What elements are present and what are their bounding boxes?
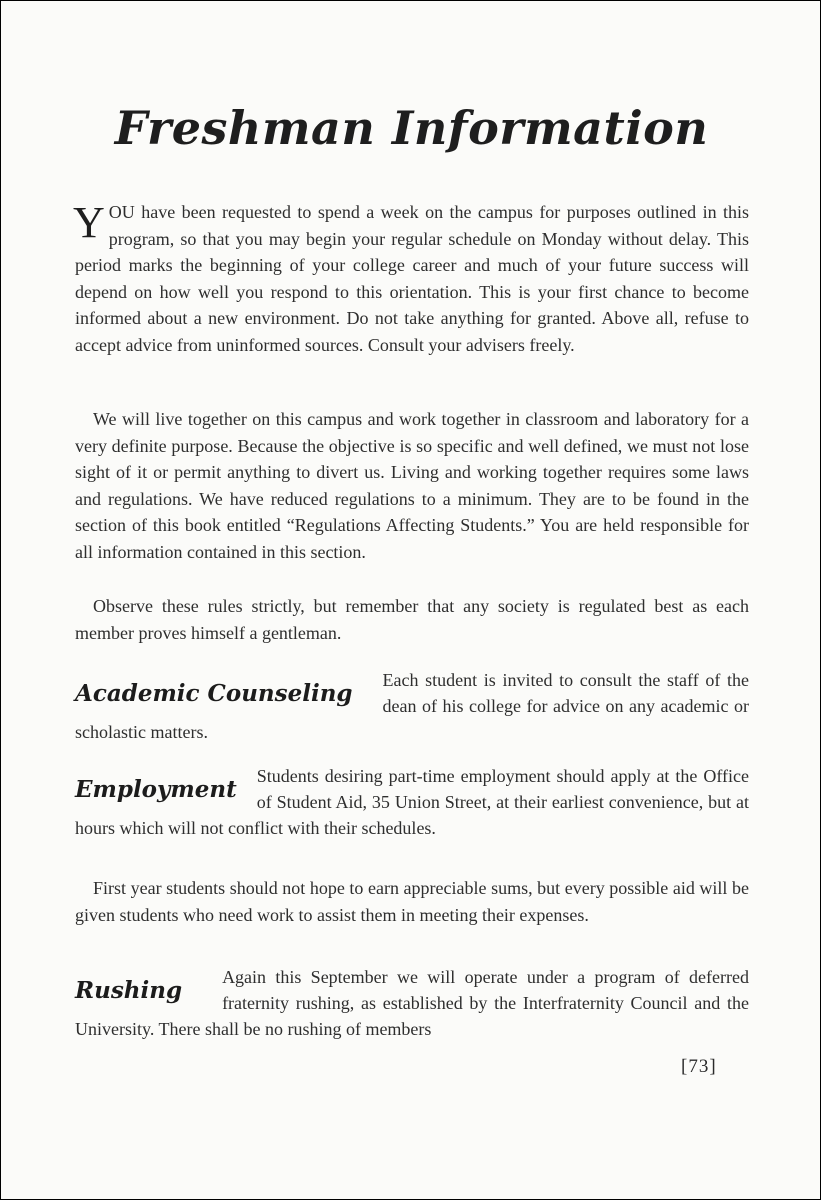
paragraph-employment-aid: First year students should not hope to earn appreciable sums, but every possible aid will be given students who need work to assist them in meeting their expenses. xyxy=(75,878,749,925)
section-heading-academic-counseling: Academic Counseling xyxy=(75,680,353,707)
section-text-rushing: Again this September we will operate under a program of deferred fraternity rushing, as established by the Interfraternity Council and the University. There shall be no rushing of members xyxy=(75,967,749,1039)
section-employment xyxy=(75,763,749,841)
intro-text: OU have been requested to spend a week on the campus for purposes outlined in this program, so that you may begin your regular schedule on Monday without delay. This period marks the beginning of your college career and much of your future success will depend on how well you respond to this orientation. This is your first chance to become informed about a new environment. Do not take anything for granted. Above all, refuse to accept advice from uninformed sources. Consult your advisers freely. xyxy=(75,202,749,355)
section-text-employment: Students desiring part-time employment should apply at the Office of Student Aid, 35 Union Street, at their earliest convenience, but at hours which will not conflict with their schedules. xyxy=(75,766,749,838)
section-heading-rushing: Rushing xyxy=(75,977,183,1004)
section-rushing xyxy=(75,964,749,1042)
page-number: [73] xyxy=(681,1056,717,1077)
page-title: Freshman Information xyxy=(114,101,709,155)
intro-paragraph xyxy=(75,199,749,358)
section-academic-counseling xyxy=(75,667,749,745)
section-heading-employment: Employment xyxy=(75,776,237,803)
drop-cap: Y xyxy=(73,198,105,247)
paragraph-observe-rules: Observe these rules strictly, but remember that any society is regulated best as each member proves himself a gentleman. xyxy=(75,596,749,643)
section-text-academic-counseling: Each student is invited to consult the staff of the dean of his college for advice on any academic or scholastic matters. xyxy=(75,670,749,742)
paragraph-living-together: We will live together on this campus and work together in classroom and laboratory for a very definite purpose. Because the objective is so specific and well defined, we must not lose sight of it or permit anything to divert us. Living and working together requires some laws and regulations. We have reduced regulations to a minimum. They are to be found in the section of this book entitled “Regulations Affecting Students.” You are held responsible for all information contained in this section. xyxy=(75,409,749,562)
